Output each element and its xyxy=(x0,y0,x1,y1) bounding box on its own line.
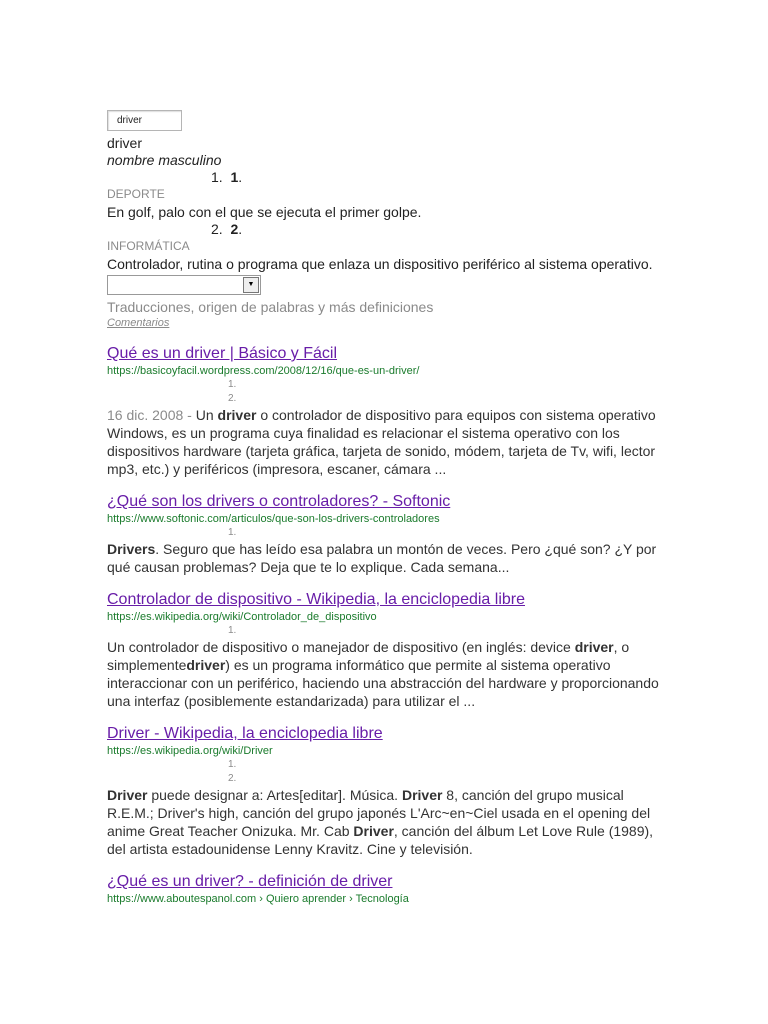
chevron-down-icon[interactable]: ▼ xyxy=(243,277,259,293)
sense-domain: INFORMÁTICA xyxy=(107,239,190,253)
result-title-link[interactable]: Qué es un driver | Básico y Fácil xyxy=(107,345,338,362)
snippet-text: ) es un programa informático que permite al sistema operativo interaccionar con un periférico, haciendo una abstracción del hardware y proporcionando una interfaz (posiblemente estandarizada) para utilizar el ... xyxy=(107,657,659,709)
result-sub-number: 1. xyxy=(228,625,237,636)
result-date: 16 dic. 2008 - xyxy=(107,407,196,423)
result-sub-number: 1. xyxy=(228,527,237,538)
snippet-text: Un controlador de dispositivo o manejador de dispositivo (en inglés: device xyxy=(107,639,575,655)
language-select[interactable] xyxy=(107,275,261,295)
snippet-text: , canción del álbum Let Love Rule (1989), del artista estadounidense Lenny Kravitz. Cine y televisión. xyxy=(107,823,654,857)
page-content xyxy=(107,110,667,906)
snippet-text: Un xyxy=(195,407,218,423)
result-url: https://basicoyfacil.wordpress.com/2008/12/16/que-es-un-driver/ xyxy=(107,365,420,377)
result-snippet xyxy=(107,406,667,478)
result-sub-number: 2. xyxy=(228,773,237,784)
snippet-text: 8, canción del grupo musical R.E.M.; Driver's high, canción del grupo japonés L'Arc~en~Ciel usada en el opening del anime Great Teacher Onizuka. Mr. Cab xyxy=(107,787,651,839)
search-result xyxy=(107,344,667,478)
comments-link[interactable]: Comentarios xyxy=(107,317,170,329)
snippet-text: o controlador de dispositivo para equipos con sistema operativo Windows, es un programa cuya finalidad es relacionar el sistema operativo con los dispositivos hardware (tarjeta gráfica, tarjeta de sonido, módem, tarjeta de Tv, wifi, lector mp3, etc.) y periféricos (impresora, escaner, cámara ... xyxy=(107,407,656,477)
snippet-text: , o simplemente xyxy=(107,639,630,673)
snippet-highlight: Driver xyxy=(107,787,148,803)
result-sub-number: 1. xyxy=(228,379,237,390)
search-result xyxy=(107,872,667,906)
dictionary-word: driver xyxy=(107,135,143,151)
search-result xyxy=(107,492,667,576)
result-snippet xyxy=(107,638,667,710)
sense-domain: DEPORTE xyxy=(107,187,165,201)
result-sub-number: 1. xyxy=(228,759,237,770)
result-url: https://www.aboutespanol.com › Quiero aprender › Tecnología xyxy=(107,893,409,905)
snippet-highlight: Drivers xyxy=(107,541,156,557)
snippet-highlight: Driver xyxy=(353,823,394,839)
result-title-link[interactable]: Driver - Wikipedia, la enciclopedia libre xyxy=(107,725,383,742)
sense-definition: Controlador, rutina o programa que enlaza un dispositivo periférico al sistema operativo. xyxy=(107,256,653,272)
sense-number: 1. 1. xyxy=(211,169,243,185)
word-gender: nombre masculino xyxy=(107,152,222,168)
search-results xyxy=(107,344,667,906)
sense-1 xyxy=(107,169,667,221)
snippet-text: . Seguro que has leído esa palabra un montón de veces. Pero ¿qué son? ¿Y por qué causan problemas? Deja que te lo explique. Cada semana... xyxy=(107,541,657,575)
sense-2 xyxy=(107,221,667,273)
snippet-highlight: driver xyxy=(186,657,226,673)
result-title-link[interactable]: Controlador de dispositivo - Wikipedia, la enciclopedia libre xyxy=(107,591,525,608)
more-definitions-link[interactable]: Traducciones, origen de palabras y más definiciones xyxy=(107,299,434,315)
snippet-highlight: Driver xyxy=(401,787,443,803)
sense-number: 2. 2. xyxy=(211,221,243,237)
result-url: https://es.wikipedia.org/wiki/Driver xyxy=(107,745,273,757)
search-input[interactable]: driver xyxy=(107,110,182,131)
result-title-link[interactable]: ¿Qué son los drivers o controladores? - Softonic xyxy=(107,493,451,510)
result-title-link[interactable]: ¿Qué es un driver? - definición de driver xyxy=(107,873,393,890)
snippet-highlight: driver xyxy=(574,639,614,655)
sense-definition: En golf, palo con el que se ejecuta el primer golpe. xyxy=(107,204,422,220)
search-result xyxy=(107,590,667,710)
search-result xyxy=(107,724,667,858)
result-url: https://www.softonic.com/articulos/que-son-los-drivers-controladores xyxy=(107,513,440,525)
result-snippet xyxy=(107,540,667,576)
result-sub-number: 2. xyxy=(228,393,237,404)
result-snippet xyxy=(107,786,667,858)
snippet-highlight: driver xyxy=(217,407,257,423)
snippet-text: puede designar a: Artes[editar]. Música. xyxy=(147,787,402,803)
result-url: https://es.wikipedia.org/wiki/Controlador_de_dispositivo xyxy=(107,611,377,623)
